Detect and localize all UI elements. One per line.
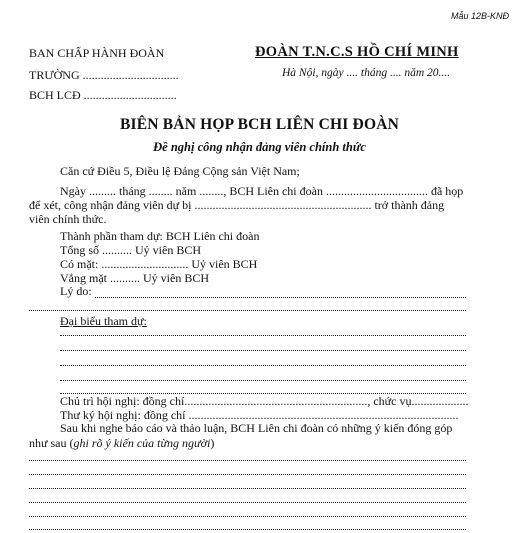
meeting-line-3: viên chính thức. xyxy=(29,212,107,226)
form-code: Mẫu 12B-KNĐ xyxy=(450,11,509,21)
opinions-dotline xyxy=(29,529,466,530)
opinions-dotline xyxy=(29,502,466,503)
delegates-dotline xyxy=(60,380,466,381)
opinions-instruction: ghi rõ ý kiến của từng người xyxy=(73,436,211,450)
delegates-label xyxy=(60,315,147,327)
attendance-present: Có mặt: ............................. Uỷ viên BCH xyxy=(60,257,258,271)
secretary-line: Thư ký hội nghị: đồng chí .......................................................................................... xyxy=(60,408,459,422)
basis-line: Căn cứ Điều 5, Điều lệ Đảng Cộng sản Việt Nam; xyxy=(60,164,300,178)
document-title: BIÊN BẢN HỌP BCH LIÊN CHI ĐOÀN xyxy=(119,116,399,133)
delegates-dotline xyxy=(60,335,466,336)
delegates-label-text: Đại biểu tham dự: xyxy=(60,314,147,328)
reason-label: Lý do: xyxy=(60,284,92,298)
document-subtitle: Đề nghị công nhận đảng viên chính thức xyxy=(153,140,366,154)
delegates-dotline xyxy=(60,365,466,366)
attendance-title: Thành phần tham dự: BCH Liên chi đoàn xyxy=(60,229,260,243)
attendance-absent: Vắng mặt .......... Uỷ viên BCH xyxy=(60,271,209,285)
reason-dotline xyxy=(95,297,466,298)
chair-line: Chủ trì hội nghị: đồng chí............................................................., chức vụ................... xyxy=(60,394,469,408)
meeting-line-2: để xét, công nhận đảng viên dự bị ........................................................... trở thành đảng xyxy=(29,198,445,212)
opinions-prefix: như sau ( xyxy=(29,436,74,450)
opinions-dotline xyxy=(29,488,466,489)
opinions-dotline xyxy=(29,516,466,517)
header-lcd-line: BCH LCĐ ............................... xyxy=(29,88,177,102)
header-union-title xyxy=(255,45,459,60)
header-school-line: TRƯỜNG ................................ xyxy=(29,68,179,82)
opinions-line-1: Sau khi nghe báo cáo và thảo luận, BCH Liên chi đoàn có những ý kiến đóng góp xyxy=(60,421,453,435)
delegates-dotline xyxy=(60,350,466,351)
meeting-line-1: Ngày ......... tháng ........ năm ........, BCH Liên chi đoàn .................................. đã họp xyxy=(60,184,464,198)
attendance-total: Tổng số .......... Uỷ viên BCH xyxy=(60,243,201,257)
opinions-dotline xyxy=(29,474,466,475)
header-date: Hà Nội, ngày .... tháng .... năm 20.... xyxy=(282,67,451,79)
header-union-title-text: ĐOÀN T.N.C.S HỒ CHÍ MINH xyxy=(255,44,459,60)
opinions-line-2 xyxy=(29,437,214,449)
opinions-suffix: ) xyxy=(210,436,215,450)
opinions-dotline xyxy=(29,460,466,461)
reason-dotline-2 xyxy=(29,310,466,311)
header-org-line: BAN CHẤP HÀNH ĐOÀN xyxy=(29,46,165,60)
